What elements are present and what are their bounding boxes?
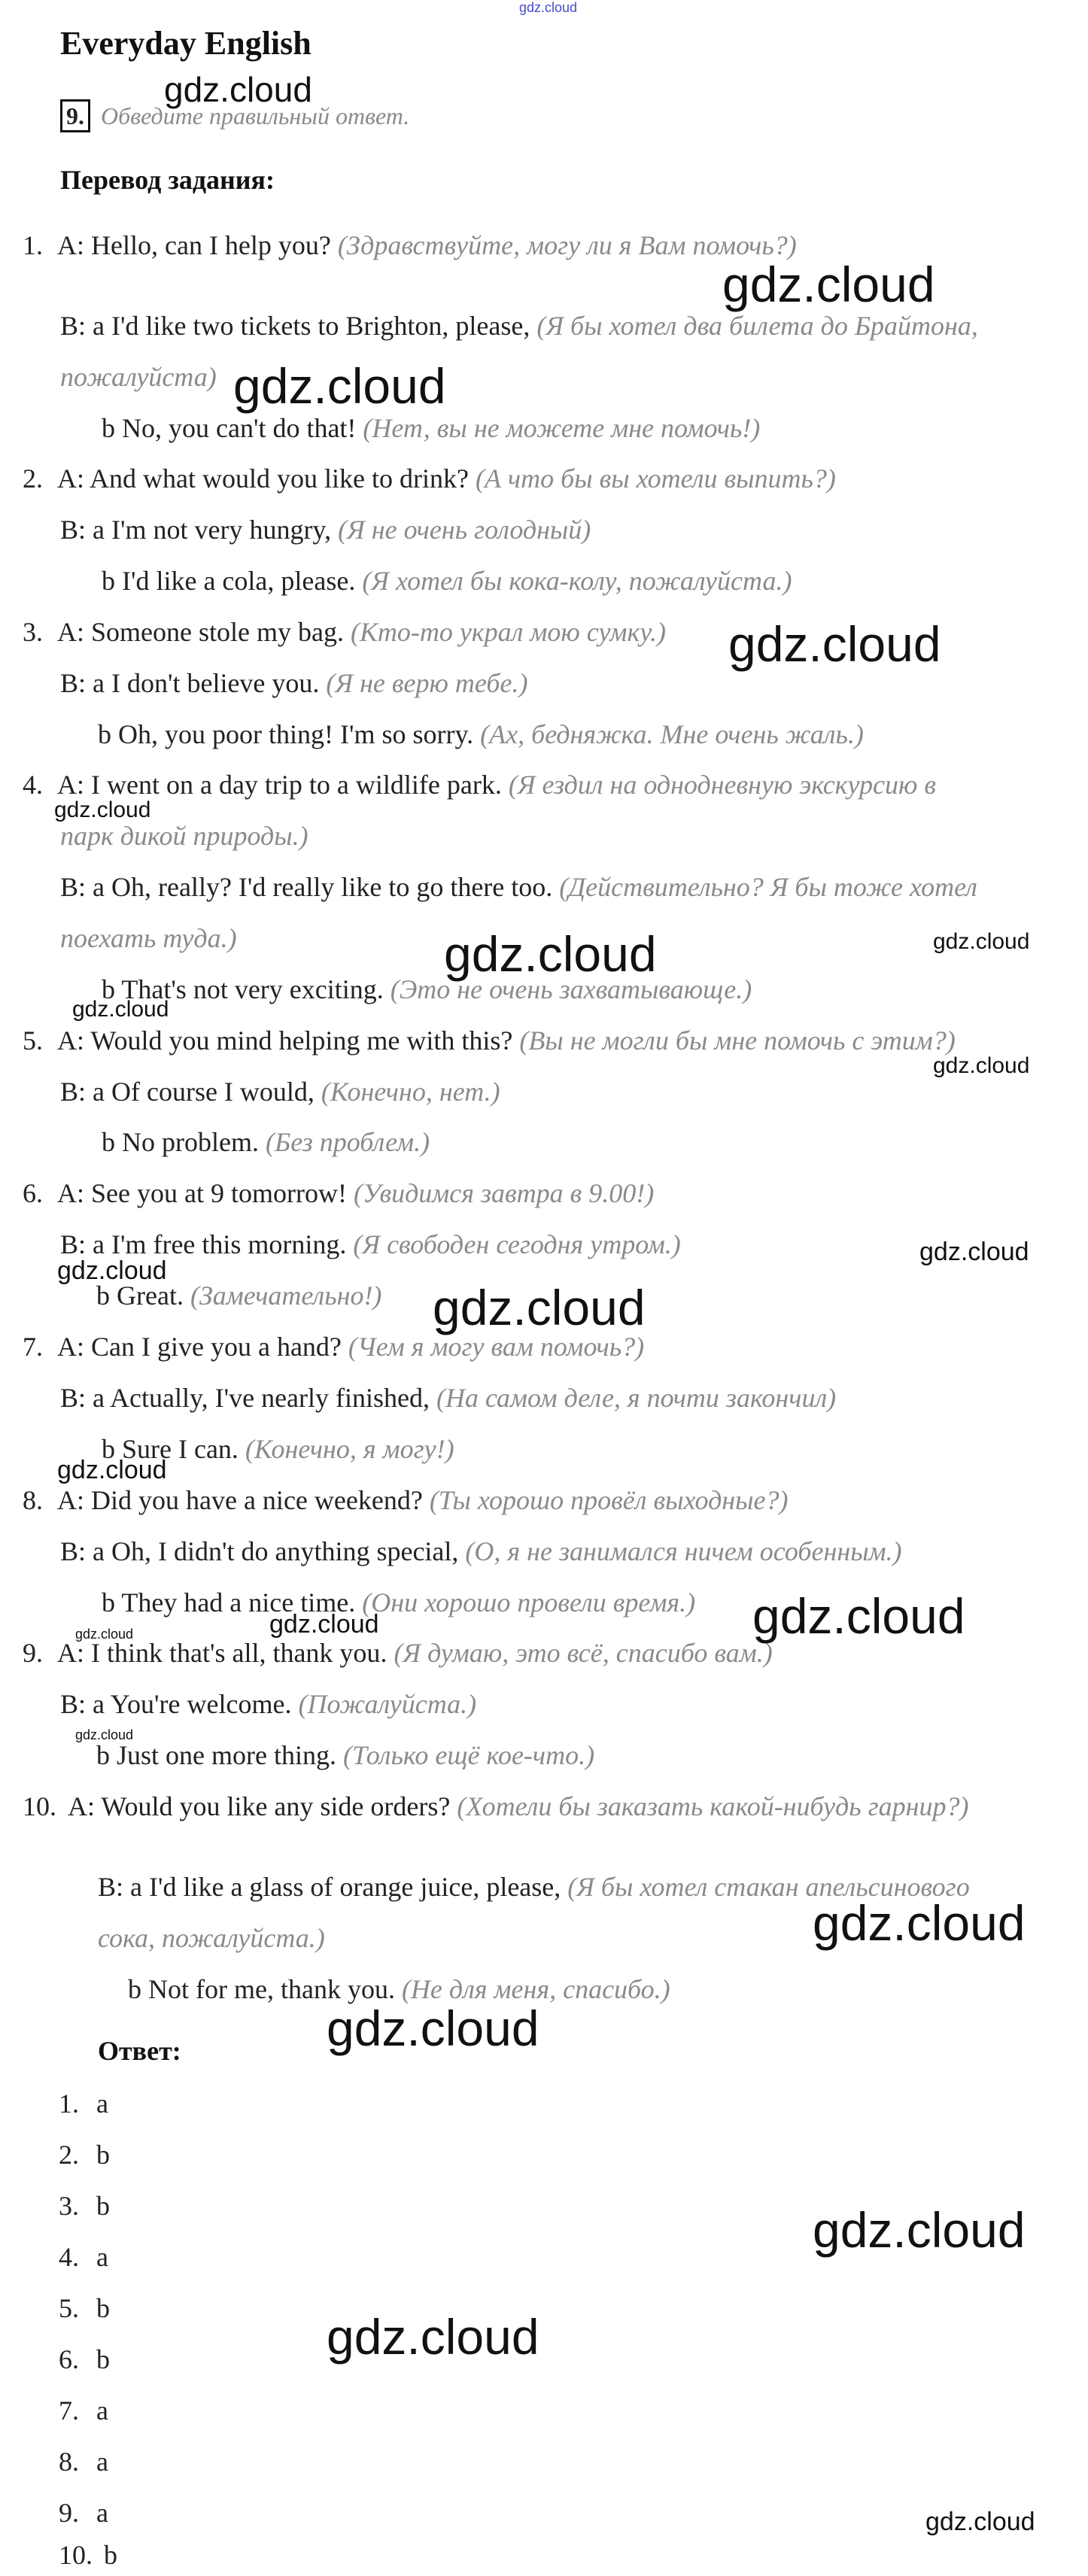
answer-4 [59,2241,108,2273]
item-number: 2. [23,463,43,494]
question-text: A: Would you mind helping me with this? [57,1025,513,1056]
answer-value: a [96,2242,108,2272]
option-a-text: B: a Actually, I've nearly finished, [60,1383,430,1413]
answer-6 [59,2344,110,2375]
option-a-translation: (О, я не занимался ничем особенным.) [465,1536,902,1566]
watermark: gdz.cloud [444,926,657,982]
item-1-option-a [60,310,978,342]
item-9-option-a [60,1688,476,1720]
item-6-option-a [60,1229,681,1260]
option-a-text: B: a I'm free this morning. [60,1229,347,1259]
answer-7 [59,2395,108,2426]
watermark: gdz.cloud [72,997,169,1022]
item-9-question [23,1637,773,1669]
answer-1 [59,2088,108,2119]
question-translation: (А что бы вы хотели выпить?) [475,463,836,494]
question-translation: (Я ездил на однодневную экскурсию в [508,770,937,800]
item-10-question [23,1791,969,1822]
item-3-option-b [98,718,864,750]
option-a-text: B: a I'd like a glass of orange juice, please, [98,1872,561,1902]
option-b-translation: (Это не очень захватывающе.) [390,974,752,1004]
question-translation: (Кто-то украл мою сумку.) [350,617,667,647]
question-translation: (Чем я могу вам помочь?) [348,1332,645,1362]
watermark: gdz.cloud [164,70,312,109]
item-number: 5. [23,1025,43,1056]
item-1-question [23,229,797,261]
item-3-option-a [60,667,527,699]
option-a-text: B: a Of course I would, [60,1077,315,1107]
watermark: gdz.cloud [433,1280,646,1335]
item-10-option-a-translation-cont: сока, пожалуйста.) [98,1923,325,1953]
option-a-text: B: a Oh, really? I'd really like to go there too. [60,872,553,902]
item-number: 6. [23,1178,43,1208]
option-a-text: B: a You're welcome. [60,1689,292,1719]
option-b-text: b They had a nice time. [102,1587,356,1618]
question-text: A: See you at 9 tomorrow! [57,1178,347,1208]
item-6-question [23,1177,654,1209]
answer-number: 8. [59,2447,79,2477]
item-8-option-a [60,1536,902,1567]
question-text: A: I went on a day trip to a wildlife park. [57,770,502,800]
answer-value: a [96,2395,108,2426]
item-number: 3. [23,617,43,647]
question-translation: (Хотели бы заказать какой-нибудь гарнир?) [457,1791,969,1821]
watermark: gdz.cloud [75,1727,134,1742]
answer-number: 6. [59,2344,79,2374]
option-a-translation: (Я бы хотел два билета до Брайтона, [536,311,978,341]
watermark: gdz.cloud [728,616,941,672]
option-b-translation: (Они хорошо провели время.) [362,1587,696,1618]
translation-heading: Перевод задания: [60,165,275,195]
item-number: 1. [23,230,43,260]
watermark: gdz.cloud [813,1895,1026,1951]
answer-value: b [96,2191,110,2221]
item-number: 9. [23,1638,43,1668]
option-a-translation: (Конечно, нет.) [321,1077,500,1107]
item-8-option-b [102,1587,695,1618]
watermark: gdz.cloud [54,797,151,822]
item-4-option-a [60,871,977,903]
answer-3 [59,2190,110,2222]
option-b-translation: (Нет, вы не можете мне помочь!) [363,413,761,443]
item-9-option-b [96,1739,594,1771]
item-2-option-b [102,565,792,597]
answer-5 [59,2292,110,2324]
question-text: A: And what would you like to drink? [57,463,469,494]
option-a-translation: (Я не очень голодный) [338,515,591,545]
question-text: A: Can I give you a hand? [57,1332,342,1362]
option-b-text: b Just one more thing. [96,1740,336,1770]
watermark: gdz.cloud [75,1627,134,1642]
watermark: gdz.cloud [327,2309,539,2365]
exercise-instruction: Обведите правильный ответ. [101,102,410,129]
option-b-translation: (Только ещё кое-что.) [342,1740,595,1770]
answer-number: 2. [59,2140,79,2170]
option-a-translation: (Пожалуйста.) [298,1689,477,1719]
answer-number: 7. [59,2395,79,2426]
question-text: A: Did you have a nice weekend? [57,1485,423,1515]
option-b-text: b That's not very exciting. [102,974,384,1004]
option-a-text: B: a Oh, I didn't do anything special, [60,1536,459,1566]
answer-number: 5. [59,2293,79,2323]
option-a-translation: (Я бы хотел стакан апельсинового [567,1872,970,1902]
option-b-translation: (Я хотел бы кока-колу, пожалуйста.) [362,566,792,596]
item-number: 8. [23,1485,43,1515]
option-b-translation: (Замечательно!) [190,1280,382,1311]
option-b-text: b Not for me, thank you. [128,1974,395,2004]
option-b-text: b I'd like a cola, please. [102,566,356,596]
watermark: gdz.cloud [327,2000,539,2056]
answer-value: a [96,2498,108,2528]
option-b-translation: (Не для меня, спасибо.) [401,1974,670,2004]
answer-number: 3. [59,2191,79,2221]
item-number: 7. [23,1332,43,1362]
watermark: gdz.cloud [57,1256,167,1285]
question-translation: (Ты хорошо провёл выходные?) [429,1485,789,1515]
item-3-question [23,616,666,648]
answer-number: 1. [59,2088,79,2119]
item-1-option-b [102,412,760,444]
watermark: gdz.cloud [269,1610,379,1639]
page-title: Everyday English [60,25,312,62]
watermark: gdz.cloud [933,929,1030,954]
item-4-question-translation-cont: парк дикой природы.) [60,821,308,851]
option-a-text: B: a I'm not very hungry, [60,515,332,545]
watermark: gdz.cloud [752,1588,965,1644]
option-a-text: B: a I don't believe you. [60,668,320,698]
item-5-question [23,1025,956,1056]
watermark: gdz.cloud [925,2508,1035,2536]
answer-value: b [96,2140,110,2170]
watermark: gdz.cloud [57,1456,167,1484]
option-b-text: b Great. [96,1280,184,1311]
watermark: gdz.cloud [919,1238,1029,1266]
item-5-option-b [102,1126,430,1158]
answer-number: 10. [59,2540,93,2570]
answer-number: 9. [59,2498,79,2528]
item-8-question [23,1484,789,1516]
answer-8 [59,2446,108,2477]
option-a-translation: (Действительно? Я бы тоже хотел [559,872,977,902]
question-text: A: Would you like any side orders? [68,1791,451,1821]
question-translation: (Увидимся завтра в 9.00!) [353,1178,655,1208]
answer-9 [59,2497,108,2529]
option-b-translation: (Конечно, я могу!) [245,1434,454,1464]
watermark: gdz.cloud [933,1053,1030,1078]
question-text: A: I think that's all, thank you. [57,1638,387,1668]
option-a-translation: (Я не верю тебе.) [326,668,528,698]
answer-heading: Ответ: [98,2036,181,2066]
item-1-option-a-translation-cont: пожалуйста) [60,362,217,392]
item-4-option-a-translation-cont: поехать туда.) [60,923,237,953]
question-text: A: Someone stole my bag. [57,617,344,647]
item-4-question [23,769,936,800]
item-number: 10. [23,1791,56,1821]
answer-2 [59,2139,110,2170]
item-number: 4. [23,770,43,800]
top-watermark: gdz.cloud [519,0,578,15]
exercise-number: 9. [60,99,90,132]
option-b-text: b Oh, you poor thing! I'm so sorry. [98,719,474,749]
option-a-text: B: a I'd like two tickets to Brighton, please, [60,311,530,341]
option-a-translation: (На самом деле, я почти закончил) [436,1383,837,1413]
option-a-translation: (Я свободен сегодня утром.) [353,1229,681,1259]
option-b-translation: (Без проблем.) [265,1127,430,1157]
answer-value: b [96,2344,110,2374]
item-5-option-a [60,1076,500,1107]
answer-value: b [104,2540,117,2570]
option-b-translation: (Ах, бедняжка. Мне очень жаль.) [480,719,864,749]
option-b-text: b No, you can't do that! [102,413,357,443]
watermark: gdz.cloud [722,257,935,312]
answer-value: a [96,2088,108,2119]
answer-10 [59,2539,117,2571]
answer-number: 4. [59,2242,79,2272]
item-2-option-a [60,514,591,545]
item-2-question [23,463,836,494]
option-b-text: b Sure I can. [102,1434,239,1464]
question-translation: (Я думаю, это всё, спасибо вам.) [394,1638,773,1668]
answer-value: a [96,2447,108,2477]
watermark: gdz.cloud [233,358,446,414]
question-text: A: Hello, can I help you? [57,230,331,260]
watermark: gdz.cloud [813,2202,1026,2258]
option-b-text: b No problem. [102,1127,259,1157]
question-translation: (Вы не могли бы мне помочь с этим?) [519,1025,956,1056]
answer-value: b [96,2293,110,2323]
question-translation: (Здравствуйте, могу ли я Вам помочь?) [337,230,797,260]
item-7-option-a [60,1382,836,1414]
